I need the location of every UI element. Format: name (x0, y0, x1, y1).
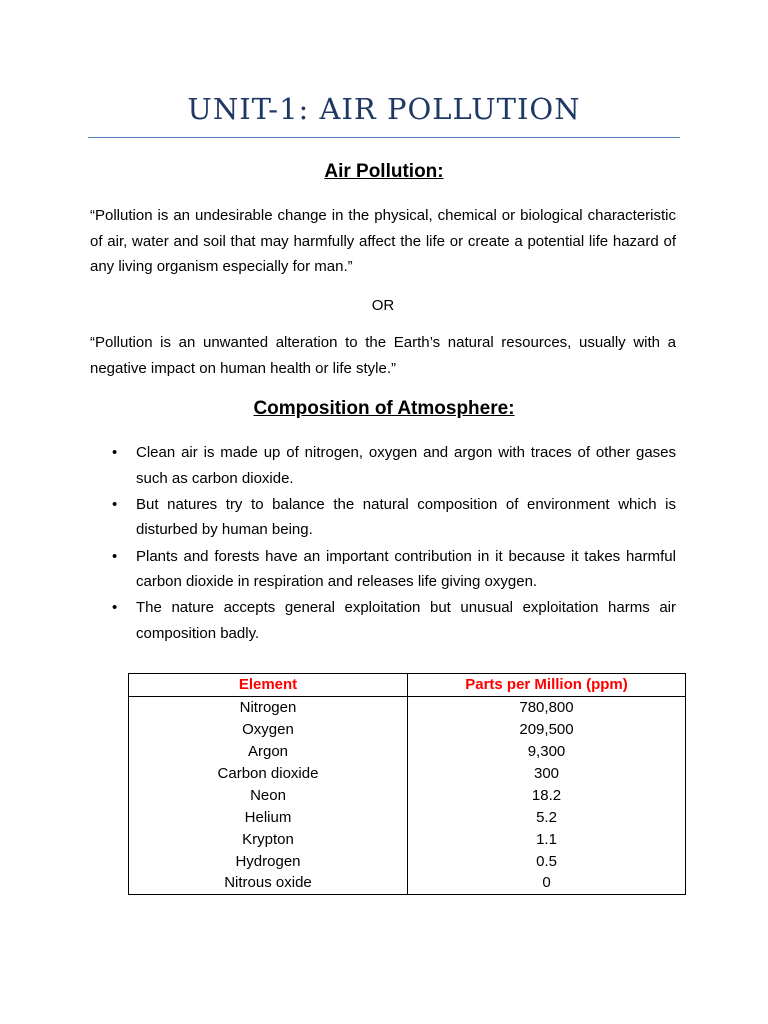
ppm-cell: 300 (408, 763, 686, 785)
definition-paragraph-1: “Pollution is an undesirable change in the physical, chemical or biological characteristic of air, water and soil that may harmfully affect the life or create a potential life hazard of any living organism especially for man.” (90, 207, 676, 275)
bullet-icon: • (112, 495, 118, 513)
table-row (129, 872, 686, 894)
element-cell: Helium (129, 806, 408, 828)
table-row (129, 784, 686, 806)
composition-bullet-list (90, 440, 676, 647)
table-row (129, 806, 686, 828)
element-cell: Krypton (129, 828, 408, 850)
bullet-item (90, 492, 676, 543)
element-cell: Argon (129, 741, 408, 763)
element-cell: Nitrogen (129, 696, 408, 718)
element-cell: Nitrous oxide (129, 872, 408, 894)
ppm-cell: 5.2 (408, 806, 686, 828)
ppm-cell: 0 (408, 872, 686, 894)
or-separator: OR (371, 297, 395, 314)
element-cell: Hydrogen (129, 850, 408, 872)
column-header-element: Element (129, 674, 408, 697)
bullet-item (90, 595, 676, 646)
table-row (129, 696, 686, 718)
table-row (129, 850, 686, 872)
table-row (129, 741, 686, 763)
bullet-icon: • (112, 444, 118, 461)
title-divider (88, 137, 680, 138)
element-cell: Neon (129, 784, 408, 806)
ppm-cell: 0.5 (408, 850, 686, 872)
page-title: UNIT-1: AIR POLLUTION (187, 92, 581, 126)
bullet-icon: • (112, 599, 118, 617)
ppm-cell: 209,500 (408, 719, 686, 741)
ppm-cell: 18.2 (408, 784, 686, 806)
bullet-text: Plants and forests have an important contribution in it because it takes harmful carbon dioxide in respiration and releases life giving oxygen. (136, 547, 676, 591)
table-row (129, 719, 686, 741)
element-cell: Oxygen (129, 719, 408, 741)
section-heading-air-pollution: Air Pollution: (324, 161, 444, 182)
ppm-cell: 9,300 (408, 741, 686, 763)
ppm-cell: 1.1 (408, 828, 686, 850)
definition-paragraph-2: “Pollution is an unwanted alteration to the Earth’s natural resources, usually with a negative impact on human health or life style.” (90, 334, 676, 377)
table-row (129, 828, 686, 850)
bullet-item (90, 440, 676, 491)
bullet-icon: • (112, 547, 118, 565)
column-header-ppm: Parts per Million (ppm) (408, 674, 686, 697)
atmosphere-composition-table (128, 673, 686, 895)
bullet-item (90, 544, 676, 595)
bullet-text: Clean air is made up of nitrogen, oxygen and argon with traces of other gases such as carbon dioxide. (136, 444, 676, 487)
table-header-row (129, 674, 686, 697)
bullet-text: But natures try to balance the natural composition of environment which is disturbed by human being. (136, 495, 676, 539)
element-cell: Carbon dioxide (129, 763, 408, 785)
bullet-text: The nature accepts general exploitation but unusual exploitation harms air composition badly. (136, 599, 676, 642)
table-row (129, 763, 686, 785)
section-heading-composition: Composition of Atmosphere: (253, 398, 515, 419)
ppm-cell: 780,800 (408, 696, 686, 718)
